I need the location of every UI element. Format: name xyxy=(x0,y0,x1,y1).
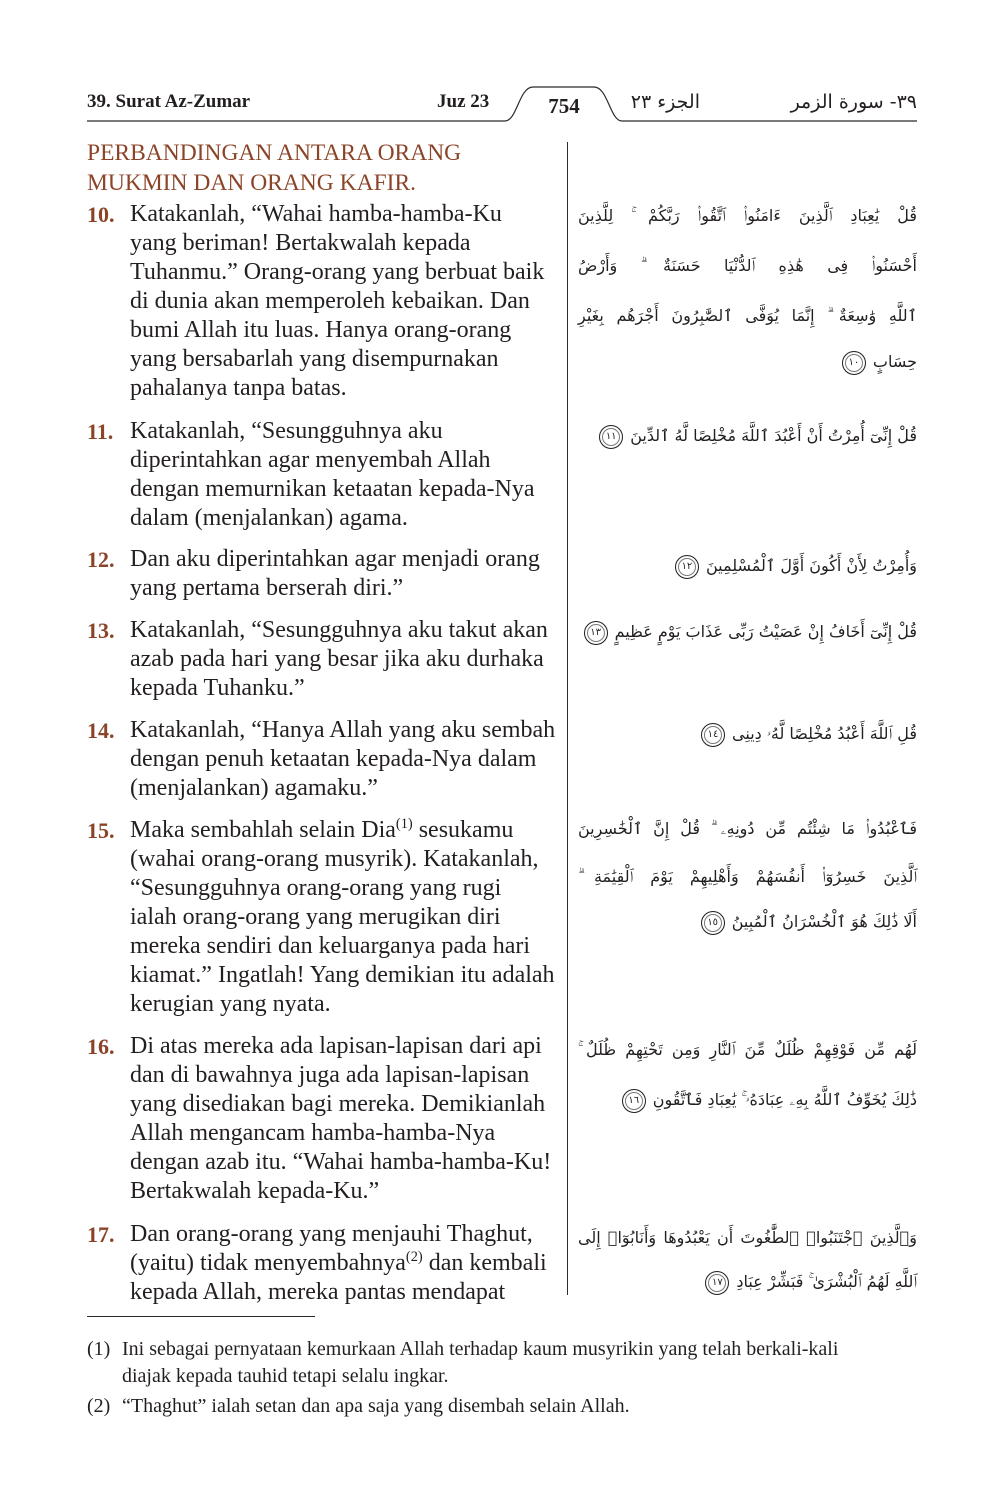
verse-10-translation xyxy=(87,200,558,403)
verse-line: Katakanlah, “Wahai hamba-hamba-Ku xyxy=(130,201,502,227)
verse-text xyxy=(130,1032,558,1206)
arabic-verse-line: ٱللَّهِ وَٰسِعَةٌ ۗ إِنَّمَا يُوَفَّى ٱلصَّٰبِرُونَ أَجْرَهُم بِغَيْرِ xyxy=(578,306,917,325)
surah-title-arabic: ٣٩- سورة الزمر xyxy=(790,91,917,113)
verse-line: dan di bawahnya juga ada lapisan-lapisan xyxy=(130,1062,530,1088)
verse-line: Dan orang-orang yang menjauhi Thaghut, xyxy=(130,1221,533,1247)
verse-line: yang beriman! Bertakwalah kepada xyxy=(130,230,471,256)
footnote xyxy=(87,1393,917,1420)
verse-line: dengan memurnikan ketaatan kepada-Nya xyxy=(130,476,535,502)
arabic-verse-line xyxy=(578,544,917,588)
verse-line: yang bersabarlah yang disempurnakan xyxy=(130,346,499,372)
verse-line: kepada Tuhanku.” xyxy=(130,675,305,701)
verse-number: 17. xyxy=(87,1222,115,1247)
verse-line: Katakanlah, “Sesungguhnya aku takut akan xyxy=(130,617,548,643)
verse-line-text: dan kembali xyxy=(422,1250,547,1276)
verse-line-text: Maka sembahlah selain Dia xyxy=(130,817,396,843)
verse-text xyxy=(130,200,558,403)
verse-12-translation xyxy=(87,545,558,603)
verse-11-translation xyxy=(87,417,558,533)
verse-line: kiamat.” Ingatlah! Yang demikian itu adalah xyxy=(130,962,555,988)
verse-line: pahalanya tanpa batas. xyxy=(130,375,347,401)
verse-line: “Sesungguhnya orang-orang yang rugi xyxy=(130,875,502,901)
arabic-verse-text: قُلْ إِنِّىٓ أَخَافُ إِنْ عَصَيْتُ رَبِّى عَذَابَ يَوْمٍ عَظِيمٍ xyxy=(614,622,917,641)
arabic-verse-line xyxy=(578,900,917,944)
verse-line: bumi Allah itu luas. Hanya orang-orang xyxy=(130,317,512,343)
verse-line: azab pada hari yang besar jika aku durhaka xyxy=(130,646,544,672)
verse-text xyxy=(130,545,558,603)
verse-line: Di atas mereka ada lapisan-lapisan dari api xyxy=(130,1033,542,1059)
ayah-end-marker: ١٥ xyxy=(701,911,725,935)
verse-number: 12. xyxy=(87,547,115,572)
verse-line: dengan azab itu. “Wahai hamba-hamba-Ku! xyxy=(130,1149,552,1175)
page-number: 754 xyxy=(548,94,580,118)
footnote-marker: (2) xyxy=(87,1395,111,1417)
verse-text xyxy=(130,716,558,803)
arabic-verse-line xyxy=(578,712,917,756)
juz-label: Juz 23 xyxy=(437,91,490,112)
verse-line: mereka sendiri dan keluarganya pada hari xyxy=(130,933,531,959)
verse-line: dengan penuh ketaatan kepada-Nya dalam xyxy=(130,746,537,772)
surah-title-latin: 39. Surat Az-Zumar xyxy=(87,91,251,112)
ayah-end-marker: ١٢ xyxy=(675,555,699,579)
verse-line-text: sesukamu xyxy=(412,817,514,843)
verse-number: 16. xyxy=(87,1034,115,1059)
verse-number: 11. xyxy=(87,419,114,444)
ayah-end-marker: ١٣ xyxy=(584,621,608,645)
verse-line: Allah mengancam hamba-hamba-Nya xyxy=(130,1120,496,1146)
arabic-verse-text: وَأُمِرْتُ لِأَنْ أَكُونَ أَوَّلَ ٱلْمُسْلِمِينَ xyxy=(705,556,917,575)
verse-line: yang pertama berserah diri.” xyxy=(130,575,404,601)
verse-16-translation xyxy=(87,1032,558,1206)
section-heading-line: PERBANDINGAN ANTARA ORANG xyxy=(87,140,462,166)
arabic-verse-line: قُلْ يَٰعِبَادِ ٱلَّذِينَ ءَامَنُوا۟ ٱتَّقُوا۟ رَبَّكُمْ ۚ لِلَّذِينَ xyxy=(578,206,917,225)
verse-line-text: (yaitu) tidak menyembahnya xyxy=(130,1250,406,1276)
footnote-body xyxy=(122,1336,917,1390)
verse-line: Katakanlah, “Hanya Allah yang aku sembah xyxy=(130,717,556,743)
arabic-verse-line xyxy=(578,340,917,384)
footnote-text: Ini sebagai pernyataan kemurkaan Allah terhadap kaum musyrikin yang telah berkali-kali xyxy=(122,1338,839,1360)
verse-line: ialah orang-orang yang merugikan diri xyxy=(130,904,501,930)
verse-13-translation xyxy=(87,616,558,703)
footnote-separator xyxy=(87,1316,315,1317)
verse-line: (menjalankan) agamaku.” xyxy=(130,775,378,801)
arabic-verse-line: ٱلَّذِينَ خَسِرُوٓا۟ أَنفُسَهُمْ وَأَهْلِيهِمْ يَوْمَ ٱلْقِيَٰمَةِ ۗ xyxy=(578,867,917,886)
footnote-body xyxy=(122,1393,917,1420)
verse-line: Tuhanmu.” Orang-orang yang berbuat baik xyxy=(130,259,545,285)
ayah-end-marker: ١٤ xyxy=(701,723,725,747)
arabic-verse-text: ذَٰلِكَ يُخَوِّفُ ٱللَّهُ بِهِۦ عِبَادَهُۥ ۚ يَٰعِبَادِ فَٱتَّقُونِ xyxy=(652,1090,917,1109)
verse-17-translation xyxy=(87,1220,558,1307)
arabic-verse-line xyxy=(578,1078,917,1122)
ayah-end-marker: ١٧ xyxy=(705,1271,729,1295)
arabic-verse-line xyxy=(578,414,917,458)
footnote-text: “Thaghut” ialah setan dan apa saja yang disembah selain Allah. xyxy=(122,1395,630,1417)
verse-line: Dan aku diperintahkan agar menjadi orang xyxy=(130,546,540,572)
arabic-verse-text: قُلْ إِنِّىٓ أُمِرْتُ أَنْ أَعْبُدَ ٱللَّهَ مُخْلِصًا لَّهُ ٱلدِّينَ xyxy=(630,426,917,445)
arabic-verse-text: ٱللَّهِ لَهُمُ ٱلْبُشْرَىٰ ۚ فَبَشِّرْ عِبَادِ xyxy=(736,1272,917,1291)
footnote-reference: (2) xyxy=(405,1249,423,1265)
verse-line xyxy=(130,1249,558,1278)
ayah-end-marker: ١٠ xyxy=(842,351,866,375)
verse-text xyxy=(130,1220,558,1307)
verse-line: dalam (menjalankan) agama. xyxy=(130,505,408,531)
footnote-reference: (1) xyxy=(395,816,413,832)
verse-15-translation xyxy=(87,816,558,1019)
arabic-verse-line: أَحْسَنُوا۟ فِى هَٰذِهِ ٱلدُّنْيَا حَسَنَةٌ ۗ وَأَرْضُ xyxy=(578,256,917,275)
verse-text xyxy=(130,816,558,1019)
arabic-verse-line xyxy=(578,610,917,654)
verse-number: 10. xyxy=(87,202,115,227)
verse-line: kerugian yang nyata. xyxy=(130,991,331,1017)
arabic-verse-line: فَٱعْبُدُوا۟ مَا شِئْتُم مِّن دُونِهِۦ ۗ قُلْ إِنَّ ٱلْخَٰسِرِينَ xyxy=(578,819,917,838)
verse-14-translation xyxy=(87,716,558,803)
verse-line: di dunia akan memperoleh kebaikan. Dan xyxy=(130,288,530,314)
juz-label-arabic: الجزء ٢٣ xyxy=(630,91,700,113)
verse-line: Bertakwalah kepada-Ku.” xyxy=(130,1178,380,1204)
ayah-end-marker: ١١ xyxy=(599,425,623,449)
column-divider xyxy=(567,142,568,1295)
section-heading-line: MUKMIN DAN ORANG KAFIR. xyxy=(87,170,417,196)
verse-line: Katakanlah, “Sesungguhnya aku xyxy=(130,418,443,444)
verse-line: (wahai orang-orang musyrik). Katakanlah, xyxy=(130,846,539,872)
verse-line: diperintahkan agar menyembah Allah xyxy=(130,447,491,473)
arabic-verse-line xyxy=(578,1260,917,1304)
arabic-verse-text: قُلِ ٱللَّهَ أَعْبُدُ مُخْلِصًا لَّهُۥ دِينِى xyxy=(732,724,917,743)
verse-text xyxy=(130,417,558,533)
section-heading xyxy=(87,138,555,198)
arabic-verse-line: لَهُم مِّن فَوْقِهِمْ ظُلَلٌ مِّنَ ٱلنَّارِ وَمِن تَحْتِهِمْ ظُلَلٌ ۚ xyxy=(578,1040,917,1059)
verse-line: kepada Allah, mereka pantas mendapat xyxy=(130,1279,506,1305)
footnote-text: diajak kepada tauhid tetapi selalu ingkar. xyxy=(122,1365,449,1387)
verse-text xyxy=(130,616,558,703)
arabic-verse-text: حِسَابٍ xyxy=(872,352,917,371)
verse-line: yang disediakan bagi mereka. Demikianlah xyxy=(130,1091,546,1117)
footnote xyxy=(87,1336,917,1390)
footnote-marker: (1) xyxy=(87,1338,111,1360)
arabic-verse-text: أَلَا ذَٰلِكَ هُوَ ٱلْخُسْرَانُ ٱلْمُبِينُ xyxy=(731,912,917,931)
ayah-end-marker: ١٦ xyxy=(622,1089,646,1113)
verse-number: 14. xyxy=(87,718,115,743)
verse-line xyxy=(130,816,558,845)
arabic-verse-line: وَٱلَّذِينَ ٱجْتَنَبُوا۟ ٱلطَّٰغُوتَ أَن يَعْبُدُوهَا وَأَنَابُوٓا۟ إِلَى xyxy=(578,1228,917,1247)
verse-number: 13. xyxy=(87,618,115,643)
verse-number: 15. xyxy=(87,818,115,843)
